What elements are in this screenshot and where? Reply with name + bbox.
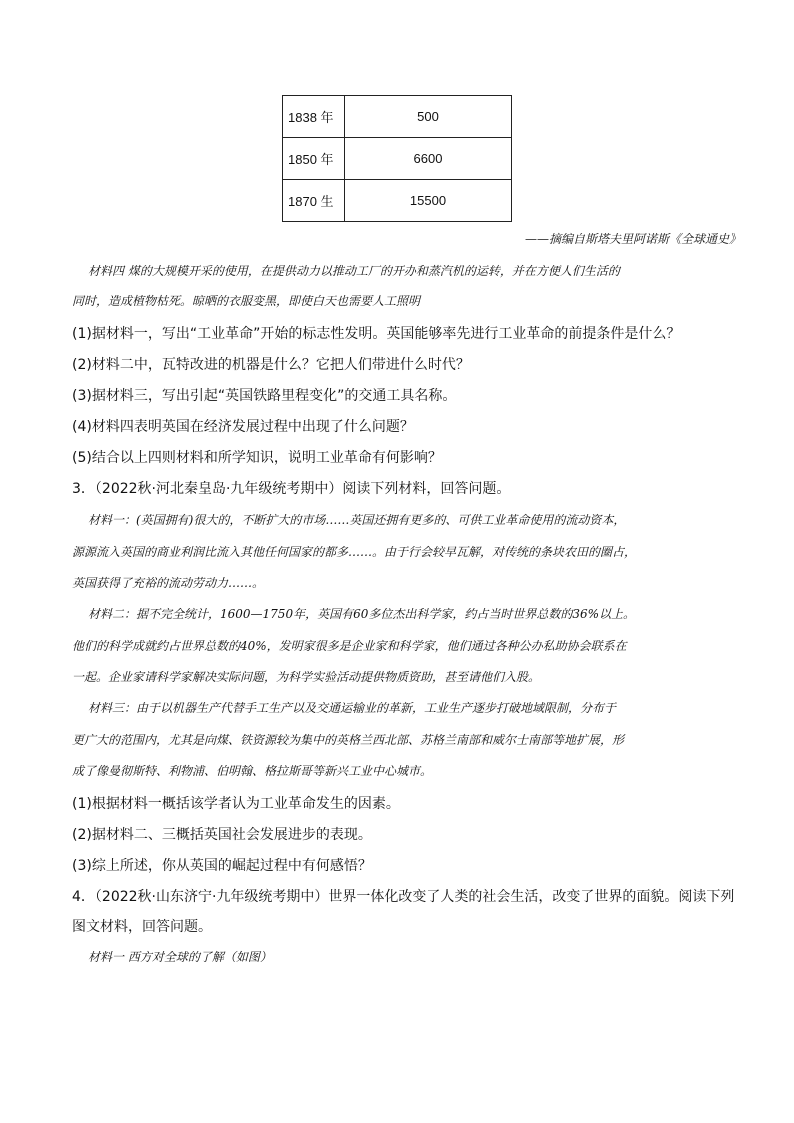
q3-material2-line2: 他们的科学成就约占世界总数的40%，发明家很多是企业家和科学家，他们通过各种公办私助协会联系在: [72, 639, 627, 653]
question-2: (2)材料二中，瓦特改进的机器是什么？它把人们带进什么时代？: [72, 357, 470, 373]
q3-material2-line3: 一起。企业家请科学家解决实际问题，为科学实验活动提供物质资助，甚至请他们入股。: [72, 670, 541, 684]
source-citation: ——摘编自斯塔夫里阿诺斯《全球通史》: [524, 232, 741, 246]
question-4: (4)材料四表明英国在经济发展过程中出现了什么问题？: [72, 419, 414, 435]
q3-material1-line2: 源源流入英国的商业利润比流入其他任何国家的都多……。由于行会较早瓦解，对传统的条块农田的圈占，: [72, 545, 637, 559]
q3-material3-line1: 材料三：由于以机器生产代替手工生产以及交通运输业的革新，工业生产逐步打破地域限制，分布于: [88, 701, 617, 715]
year-cell: 1838 年: [283, 96, 345, 138]
table-row: [283, 180, 512, 222]
q3-question-1: (1)根据材料一概括该学者认为工业革命发生的因素。: [72, 796, 400, 812]
q3-material3-line2: 更广大的范围内，尤其是向煤、铁资源较为集中的英格兰西北部、苏格兰南部和威尔士南部等地扩展，形: [72, 733, 625, 747]
question-5: (5)结合以上四则材料和所学知识，说明工业革命有何影响？: [72, 450, 442, 466]
year-cell: 1870 生: [283, 180, 345, 222]
value-cell: 15500: [345, 180, 512, 222]
q3-material3-line3: 成了像曼彻斯特、利物浦、伯明翰、格拉斯哥等新兴工业中心城市。: [72, 764, 433, 778]
statistics-table: [282, 95, 512, 222]
value-cell: 500: [345, 96, 512, 138]
q3-title: 3．（2022秋·河北秦皇岛·九年级统考期中）阅读下列材料，回答问题。: [72, 481, 511, 497]
table-row: [283, 138, 512, 180]
material-four-line1: 材料四 煤的大规模开采的使用，在提供动力以推动工厂的开办和蒸汽机的运转，并在方便人们生活的: [88, 264, 620, 278]
question-1: (1)据材料一，写出“工业革命”开始的标志性发明。英国能够率先进行工业革命的前提条件是什么？: [72, 326, 681, 342]
q3-question-2: (2)据材料二、三概括英国社会发展进步的表现。: [72, 827, 372, 843]
q3-question-3: (3)综上所述，你从英国的崛起过程中有何感悟？: [72, 858, 372, 874]
q4-title-line1: 4．（2022秋·山东济宁·九年级统考期中）世界一体化改变了人类的社会生活，改变了世界的面貌。阅读下列: [72, 889, 735, 905]
q4-material1: 材料一 西方对全球的了解（如图）: [88, 950, 272, 964]
year-cell: 1850 年: [283, 138, 345, 180]
q3-material1-line3: 英国获得了充裕的流动劳动力……。: [72, 576, 265, 590]
q3-material2-line1: 材料二：据不完全统计，1600—1750年，英国有60多位杰出科学家，约占当时世界总数的36%以上。: [88, 607, 636, 621]
value-cell: 6600: [345, 138, 512, 180]
question-3: (3)据材料三，写出引起“英国铁路里程变化”的交通工具名称。: [72, 388, 457, 404]
material-four-line2: 同时，造成植物枯死。晾晒的衣服变黑，即使白天也需要人工照明: [72, 294, 421, 308]
q4-title-line2: 图文材料，回答问题。: [72, 919, 212, 935]
q3-material1-line1: 材料一：(英国拥有)很大的，不断扩大的市场……英国还拥有更多的、可供工业革命使用的流动资本，: [88, 513, 626, 527]
table-row: [283, 96, 512, 138]
